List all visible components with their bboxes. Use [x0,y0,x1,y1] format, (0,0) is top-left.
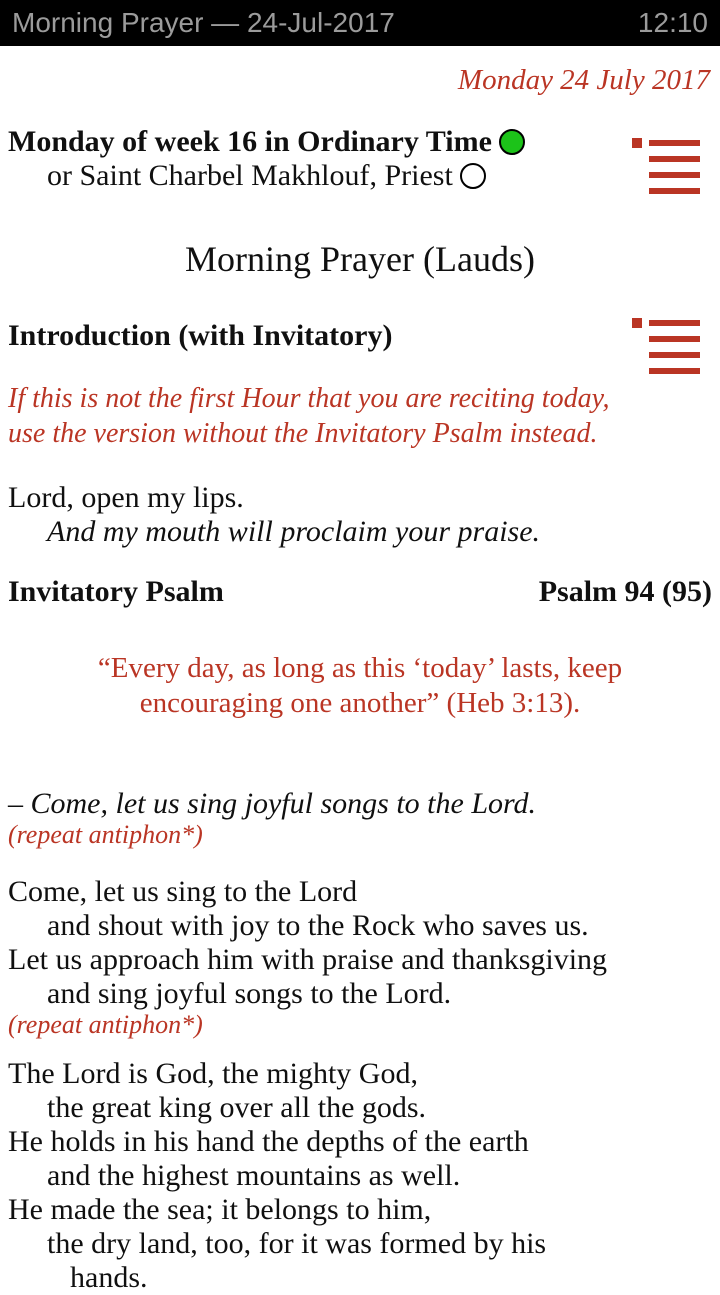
verse-line: Come, let us sing to the Lord [8,875,358,908]
quote-line: encouraging one another” (Heb 3:13). [139,687,581,719]
rubric-note [8,381,712,451]
white-circle-icon[interactable] [460,163,486,189]
rubric-line: use the version without the Invitatory Psalm instead. [8,418,598,449]
verse-line: and sing joyful songs to the Lord. [47,977,452,1010]
opening-versicle [8,481,712,549]
repeat-antiphon-note: (repeat antiphon*) [8,820,203,849]
prayer-page [0,63,720,1295]
repeat-antiphon-note: (repeat antiphon*) [8,1010,203,1039]
page-title: Morning Prayer (Lauds) [185,239,535,279]
response-line: And my mouth will proclaim your praise. [47,515,541,548]
celebration-alternative-label: or Saint Charbel Makhlouf, Priest [47,159,453,192]
verse-line: and shout with joy to the Rock who saves us. [47,909,589,942]
antiphon-block [8,787,712,849]
verse-line: The Lord is God, the mighty God, [8,1057,418,1090]
verse-line: Let us approach him with praise and thanksgiving [8,943,608,976]
psalm-heading: Invitatory Psalm [8,575,224,608]
verse-line: the great king over all the gods. [47,1091,427,1124]
verse-line: and the highest mountains as well. [47,1159,461,1192]
antiphon-text: – Come, let us sing joyful songs to the Lord. [8,787,537,820]
celebration-alternative[interactable] [8,159,712,193]
celebration-chooser [8,125,712,193]
introduction-heading: Introduction (with Invitatory) [8,319,393,352]
psalm-stanza [8,875,712,1039]
versicle-line: Lord, open my lips. [8,481,244,514]
list-menu-icon[interactable] [632,317,700,373]
psalm-header-row [8,575,712,609]
status-bar-clock: 12:10 [637,7,708,38]
verse-line: He holds in his hand the depths of the earth [8,1125,529,1158]
introduction-section-header [8,319,712,353]
status-bar-title: Morning Prayer — 24-Jul-2017 [12,7,395,38]
scripture-quote [8,651,712,721]
celebration-primary[interactable] [8,125,712,159]
verse-line: the dry land, too, for it was formed by his [47,1227,547,1260]
celebration-primary-label: Monday of week 16 in Ordinary Time [8,125,492,158]
psalm-stanza [8,1057,712,1295]
quote-line: “Every day, as long as this ‘today’ lasts, keep [97,652,623,684]
green-circle-icon[interactable] [499,129,525,155]
verse-line: He made the sea; it belongs to him, [8,1193,432,1226]
verse-line: hands. [70,1261,148,1294]
psalm-reference: Psalm 94 (95) [538,575,712,608]
date-heading: Monday 24 July 2017 [457,64,710,96]
list-menu-icon[interactable] [632,137,700,193]
rubric-line: If this is not the first Hour that you are reciting today, [8,383,610,414]
status-bar [0,0,720,46]
